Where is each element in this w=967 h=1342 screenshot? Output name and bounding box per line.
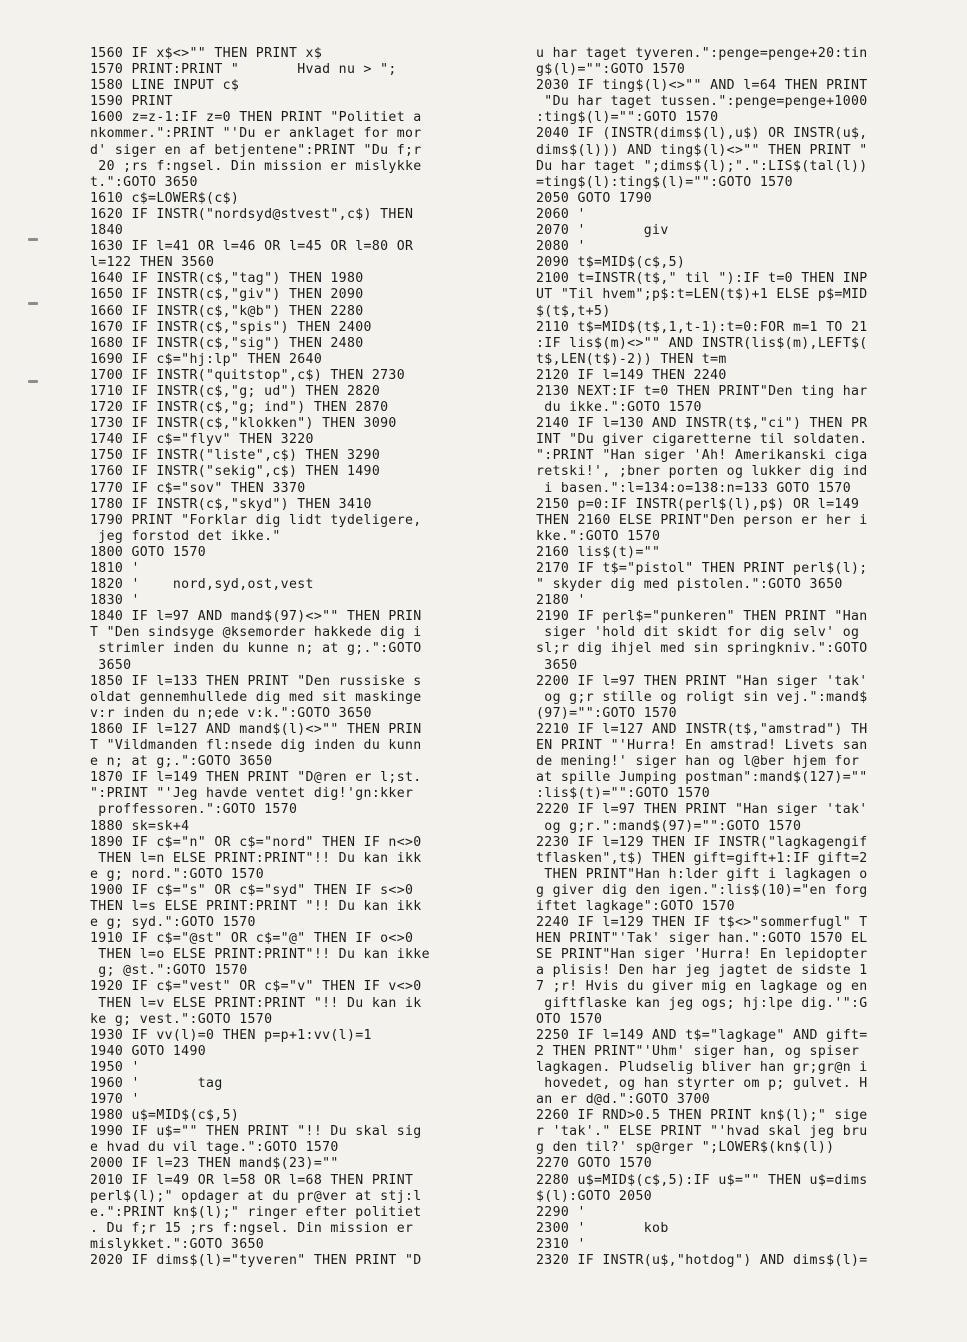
code-line: proffessoren.":GOTO 1570 xyxy=(90,802,298,818)
code-line: ke g; vest.":GOTO 1570 xyxy=(90,1011,273,1027)
code-line: e.":PRINT kn$(l);" ringer efter politiet xyxy=(90,1204,422,1220)
code-line: 2070 ' giv xyxy=(536,223,669,239)
code-line: hovedet, og han styrter om p; gulvet. H xyxy=(536,1076,868,1091)
code-line: THEN PRINT"Han h:lder gift i lagkagen o xyxy=(536,866,868,882)
code-line: $(t$,t+5) xyxy=(536,303,611,319)
code-line: siger 'hold dit skidt for dig selv' og xyxy=(536,625,860,641)
code-line: 1780 IF INSTR(c$,"skyd") THEN 3410 xyxy=(90,496,372,512)
code-line: 2110 t$=MID$(t$,1,t-1):t=0:FOR m=1 TO 21 xyxy=(536,319,868,335)
code-line: at spille Jumping postman":mand$(127)="" xyxy=(536,770,868,786)
code-line: 1810 ' xyxy=(90,561,140,576)
code-line: 2260 IF RND>0.5 THEN PRINT kn$(l);" sige xyxy=(536,1108,868,1124)
code-line: an er d@d.":GOTO 3700 xyxy=(536,1092,711,1108)
code-line: 2 THEN PRINT"'Uhm' siger han, og spiser xyxy=(536,1043,860,1059)
code-line: "Du har taget tussen.":penge=penge+1000 xyxy=(536,94,868,110)
code-line: 1670 IF INSTR(c$,"spis") THEN 2400 xyxy=(90,319,372,335)
code-line: . Du f;r 15 ;rs f:ngsel. Din mission er xyxy=(90,1220,414,1236)
code-line: 1900 IF c$="s" OR c$="syd" THEN IF s<>0 xyxy=(90,882,414,898)
code-line: 2280 u$=MID$(c$,5):IF u$="" THEN u$=dims xyxy=(536,1172,868,1188)
code-line: 1880 sk=sk+4 xyxy=(90,818,190,834)
code-line: e n; at g;.":GOTO 3650 xyxy=(90,754,273,770)
code-line: 1970 ' xyxy=(90,1092,140,1108)
code-line: 2230 IF l=129 THEN IF INSTR("lagkagengif xyxy=(536,834,868,850)
code-line: 1860 IF l=127 AND mand$(l)<>"" THEN PRIN xyxy=(90,721,422,737)
code-line: THEN l=v ELSE PRINT:PRINT "!! Du kan ik xyxy=(90,995,422,1011)
code-line: THEN l=o ELSE PRINT:PRINT"!! Du kan ikke xyxy=(90,947,430,963)
code-line: 1960 ' tag xyxy=(90,1076,223,1091)
code-line: 1840 IF l=97 AND mand$(97)<>"" THEN PRIN xyxy=(90,609,422,625)
margin-mark xyxy=(28,380,38,383)
code-line: 1770 IF c$="sov" THEN 3370 xyxy=(90,480,306,496)
code-line: :lis$(t)="":GOTO 1570 xyxy=(536,786,711,802)
code-line: 2090 t$=MID$(c$,5) xyxy=(536,255,686,271)
code-line: t$,LEN(t$)-2)) THEN t=m xyxy=(536,351,727,367)
code-line: a plisis! Den har jeg jagtet de sidste 1 xyxy=(536,963,868,979)
code-line: iftet lagkage":GOTO 1570 xyxy=(536,898,735,914)
code-line: nkommer.":PRINT "'Du er anklaget for mor xyxy=(90,126,422,142)
code-line: 2150 p=0:IF INSTR(perl$(l),p$) OR l=149 xyxy=(536,496,860,512)
code-line: 2240 IF l=129 THEN IF t$<>"sommerfugl" T xyxy=(536,915,868,931)
code-line: d' siger en af betjentene":PRINT "Du f;r xyxy=(90,142,422,158)
code-line: 2130 NEXT:IF t=0 THEN PRINT"Den ting har xyxy=(536,383,868,399)
code-line: v:r inden du n;ede v:k.":GOTO 3650 xyxy=(90,705,372,721)
code-line: OTO 1570 xyxy=(536,1011,603,1027)
code-line: 2060 ' xyxy=(536,206,586,222)
code-line: 2100 t=INSTR(t$," til "):IF t=0 THEN INP xyxy=(536,271,868,287)
code-line: l=122 THEN 3560 xyxy=(90,255,215,271)
code-line: T "Vildmanden fl:nsede dig inden du kunn xyxy=(90,738,422,754)
code-line: 2140 IF l=130 AND INSTR(t$,"ci") THEN PR xyxy=(536,416,868,432)
code-line: 1600 z=z-1:IF z=0 THEN PRINT "Politiet a xyxy=(90,110,422,126)
code-line: u har taget tyveren.":penge=penge+20:tin xyxy=(536,46,868,61)
code-line: ":PRINT "Han siger 'Ah! Amerikanski ciga xyxy=(536,448,868,464)
code-line: strimler inden du kunne n; at g;.":GOTO xyxy=(90,641,422,657)
code-line: 2290 ' xyxy=(536,1204,586,1220)
code-line: jeg forstod det ikke." xyxy=(90,528,281,544)
left-code-column xyxy=(90,46,475,1269)
code-line: UT "Til hvem";p$:t=LEN(t$)+1 ELSE p$=MID xyxy=(536,287,868,303)
code-line: T "Den sindsyge @ksemorder hakkede dig i xyxy=(90,625,422,641)
code-line: 2310 ' xyxy=(536,1236,586,1252)
code-line: 1650 IF INSTR(c$,"giv") THEN 2090 xyxy=(90,287,364,303)
code-line: og g;r stille og roligt sin vej.":mand$ xyxy=(536,689,868,705)
code-line: SE PRINT"Han siger 'Hurra! En lepidopter xyxy=(536,947,868,963)
code-line: 1620 IF INSTR("nordsyd@stvest",c$) THEN xyxy=(90,206,414,222)
code-line: lagkagen. Pludselig bliver han gr;gr@n i xyxy=(536,1059,868,1075)
code-line: 1680 IF INSTR(c$,"sig") THEN 2480 xyxy=(90,335,364,351)
code-line: 1840 xyxy=(90,223,124,239)
code-line: 1990 IF u$="" THEN PRINT "!! Du skal sig xyxy=(90,1124,422,1140)
code-line: 2160 lis$(t)="" xyxy=(536,544,661,560)
code-line: mislykket.":GOTO 3650 xyxy=(90,1236,265,1252)
code-line: 2270 GOTO 1570 xyxy=(536,1156,653,1172)
code-line: 2220 IF l=97 THEN PRINT "Han siger 'tak' xyxy=(536,802,868,818)
code-line: e g; syd.":GOTO 1570 xyxy=(90,915,256,931)
code-line: du ikke.":GOTO 1570 xyxy=(536,400,702,416)
code-line: g; @st.":GOTO 1570 xyxy=(90,963,248,979)
code-line: e hvad du vil tage.":GOTO 1570 xyxy=(90,1140,339,1156)
code-line: retski!', ;bner porten og lukker dig ind xyxy=(536,464,868,480)
code-line: 1790 PRINT "Forklar dig lidt tydeligere, xyxy=(90,512,422,528)
code-line: Du har taget ";dims$(l);".":LIS$(tal(l)) xyxy=(536,158,868,174)
code-line: (97)="":GOTO 1570 xyxy=(536,705,677,721)
code-line: 1700 IF INSTR("quitstop",c$) THEN 2730 xyxy=(90,367,406,383)
code-line: 1830 ' xyxy=(90,593,140,609)
code-line: 1570 PRINT:PRINT " Hvad nu > "; xyxy=(90,62,397,78)
code-line: 1950 ' xyxy=(90,1059,140,1075)
code-line: kke.":GOTO 1570 xyxy=(536,528,661,544)
code-line: 1760 IF INSTR("sekig",c$) THEN 1490 xyxy=(90,464,381,480)
code-line: giftflaske kan jeg ogs; hj:lpe dig.'":G xyxy=(536,995,868,1011)
code-line: 1820 ' nord,syd,ost,vest xyxy=(90,577,314,593)
code-line: 2180 ' xyxy=(536,593,586,609)
code-line: 1630 IF l=41 OR l=46 OR l=45 OR l=80 OR xyxy=(90,239,414,255)
code-line: 2120 IF l=149 THEN 2240 xyxy=(536,367,727,383)
code-line: 1890 IF c$="n" OR c$="nord" THEN IF n<>0 xyxy=(90,834,422,850)
code-line: 1580 LINE INPUT c$ xyxy=(90,78,240,94)
code-line: 2300 ' kob xyxy=(536,1220,669,1236)
code-line: sl;r dig ihjel med sin springkniv.":GOTO xyxy=(536,641,868,657)
code-line: 2020 IF dims$(l)="tyveren" THEN PRINT "D xyxy=(90,1253,422,1269)
code-line: 1920 IF c$="vest" OR c$="v" THEN IF v<>0 xyxy=(90,979,422,995)
code-line: 1850 IF l=133 THEN PRINT "Den russiske s xyxy=(90,673,422,689)
right-code-column xyxy=(536,46,926,1269)
margin-mark xyxy=(28,238,38,241)
code-line: perl$(l);" opdager at du pr@ver at stj:l xyxy=(90,1188,422,1204)
code-line: 2080 ' xyxy=(536,239,586,255)
code-line: 1640 IF INSTR(c$,"tag") THEN 1980 xyxy=(90,271,364,287)
code-line: 1750 IF INSTR("liste",c$) THEN 3290 xyxy=(90,448,381,464)
code-line: r 'tak'." ELSE PRINT "'hvad skal jeg bru xyxy=(536,1124,868,1140)
code-line: 2250 IF l=149 AND t$="lagkage" AND gift= xyxy=(536,1027,868,1043)
code-line: oldat gennemhullede dig med sit maskinge xyxy=(90,689,422,705)
code-line: e g; nord.":GOTO 1570 xyxy=(90,866,265,882)
code-line: 3650 xyxy=(536,657,578,673)
code-line: 2050 GOTO 1790 xyxy=(536,190,653,206)
code-line: 1740 IF c$="flyv" THEN 3220 xyxy=(90,432,314,448)
code-line: 2170 IF t$="pistol" THEN PRINT perl$(l); xyxy=(536,561,868,576)
code-line: THEN 2160 ELSE PRINT"Den person er her i xyxy=(536,512,868,528)
code-line: THEN l=n ELSE PRINT:PRINT"!! Du kan ikk xyxy=(90,850,422,866)
code-line: 2210 IF l=127 AND INSTR(t$,"amstrad") TH xyxy=(536,721,868,737)
code-line: 1800 GOTO 1570 xyxy=(90,544,207,560)
code-line: 2200 IF l=97 THEN PRINT "Han siger 'tak' xyxy=(536,673,868,689)
code-line: 1610 c$=LOWER$(c$) xyxy=(90,190,240,206)
code-line: 1910 IF c$="@st" OR c$="@" THEN IF o<>0 xyxy=(90,931,414,947)
code-line: 1930 IF vv(l)=0 THEN p=p+1:vv(l)=1 xyxy=(90,1027,372,1043)
code-line: THEN l=s ELSE PRINT:PRINT "!! Du kan ikk xyxy=(90,898,422,914)
code-line: g$(l)="":GOTO 1570 xyxy=(536,62,686,78)
margin-mark xyxy=(28,302,38,305)
code-line: 2320 IF INSTR(u$,"hotdog") AND dims$(l)= xyxy=(536,1253,868,1269)
code-line: dims$(l))) AND ting$(l)<>"" THEN PRINT " xyxy=(536,142,868,158)
code-line: $(l):GOTO 2050 xyxy=(536,1188,653,1204)
code-line: 1940 GOTO 1490 xyxy=(90,1043,207,1059)
code-line: 1660 IF INSTR(c$,"k@b") THEN 2280 xyxy=(90,303,364,319)
code-line: 7 ;r! Hvis du giver mig en lagkage og en xyxy=(536,979,868,995)
code-line: tflasken",t$) THEN gift=gift+1:IF gift=2 xyxy=(536,850,868,866)
code-line: g giver dig den igen.":lis$(10)="en forg xyxy=(536,882,868,898)
code-line: 2040 IF (INSTR(dims$(l),u$) OR INSTR(u$, xyxy=(536,126,868,142)
code-line: 1560 IF x$<>"" THEN PRINT x$ xyxy=(90,46,323,61)
code-line: 1690 IF c$="hj:lp" THEN 2640 xyxy=(90,351,323,367)
code-line: HEN PRINT"'Tak' siger han.":GOTO 1570 EL xyxy=(536,931,868,947)
code-line: 2000 IF l=23 THEN mand$(23)="" xyxy=(90,1156,339,1172)
code-line: 1730 IF INSTR(c$,"klokken") THEN 3090 xyxy=(90,416,397,432)
code-line: t.":GOTO 3650 xyxy=(90,174,198,190)
code-line: =ting$(l):ting$(l)="":GOTO 1570 xyxy=(536,174,793,190)
code-line: 1870 IF l=149 THEN PRINT "D@ren er l;st. xyxy=(90,770,422,786)
code-line: 2190 IF perl$="punkeren" THEN PRINT "Han xyxy=(536,609,868,625)
code-line: og g;r.":mand$(97)="":GOTO 1570 xyxy=(536,818,802,834)
code-line: g den til?' sp@rger ";LOWER$(kn$(l)) xyxy=(536,1140,835,1156)
code-line: :IF lis$(m)<>"" AND INSTR(lis$(m),LEFT$( xyxy=(536,335,868,351)
code-line: 1710 IF INSTR(c$,"g; ud") THEN 2820 xyxy=(90,383,381,399)
code-line: " skyder dig med pistolen.":GOTO 3650 xyxy=(536,577,843,593)
code-line: 3650 xyxy=(90,657,132,673)
code-line: 1720 IF INSTR(c$,"g; ind") THEN 2870 xyxy=(90,400,389,416)
code-line: ":PRINT "'Jeg havde ventet dig!'gn:kker xyxy=(90,786,414,802)
code-line: 1980 u$=MID$(c$,5) xyxy=(90,1108,240,1124)
code-line: EN PRINT "'Hurra! En amstrad! Livets san xyxy=(536,738,868,754)
code-line: 1590 PRINT xyxy=(90,94,173,110)
code-line: de mening!' siger han og l@ber hjem for xyxy=(536,754,860,770)
code-line: i basen.":l=134:o=138:n=133 GOTO 1570 xyxy=(536,480,852,496)
code-line: 2030 IF ting$(l)<>"" AND l=64 THEN PRINT xyxy=(536,78,868,94)
code-line: INT "Du giver cigaretterne til soldaten. xyxy=(536,432,868,448)
code-line: :ting$(l)="":GOTO 1570 xyxy=(536,110,719,126)
code-line: 2010 IF l=49 OR l=58 OR l=68 THEN PRINT xyxy=(90,1172,414,1188)
code-line: 20 ;rs f:ngsel. Din mission er mislykke xyxy=(90,158,422,174)
